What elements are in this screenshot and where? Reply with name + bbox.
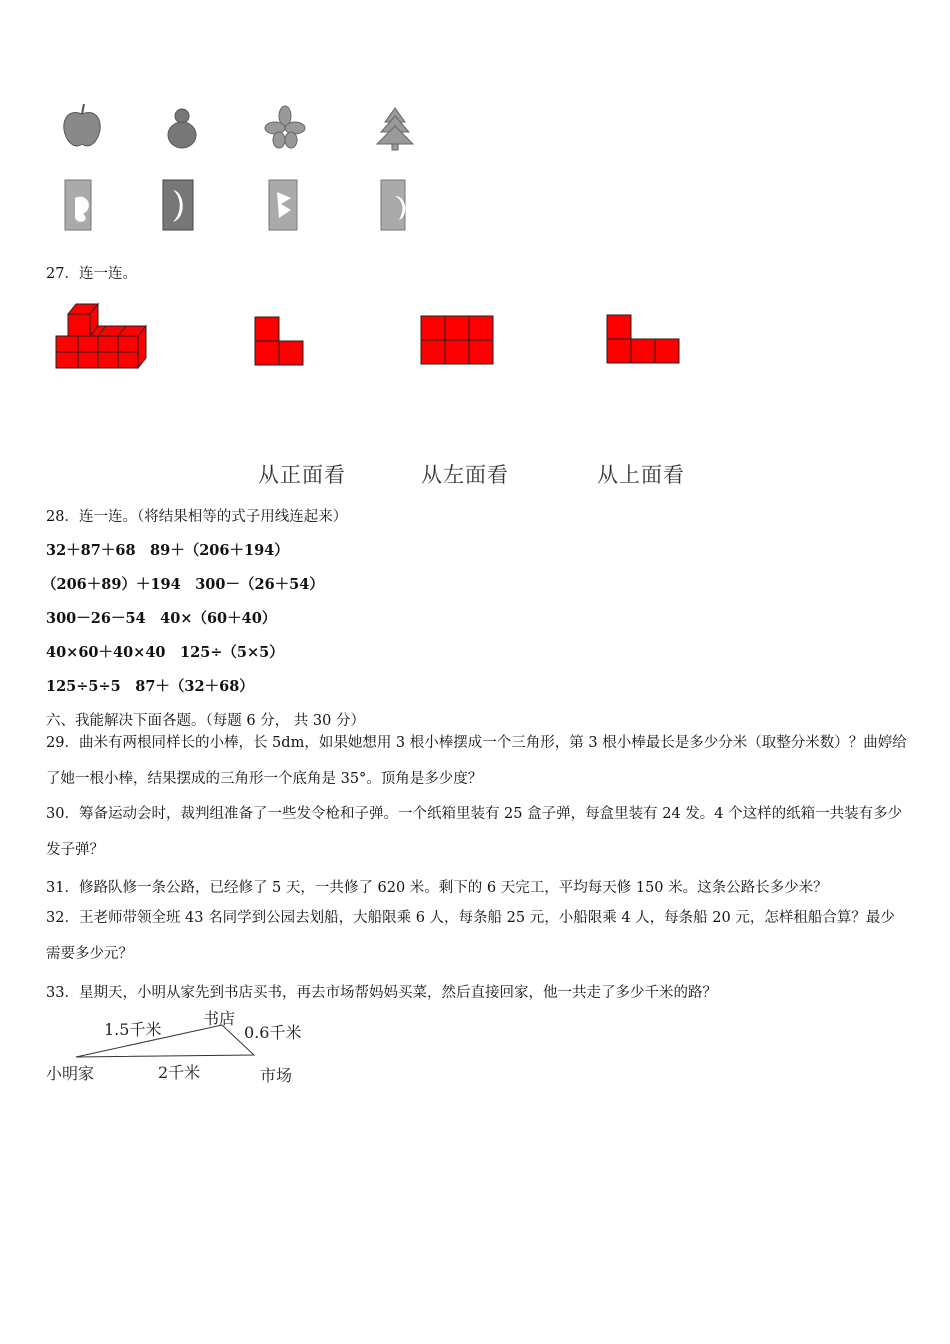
label-home-market: 2千米 (158, 1063, 201, 1082)
q28-row: 125÷5÷5 87＋（32＋68） (46, 678, 254, 695)
view-label-top: 从上面看 (597, 463, 685, 487)
label-home: 小明家 (46, 1064, 95, 1083)
q29-text: 29．曲米有两根同样长的小棒，长 5dm，如果她想用 3 根小棒摆成一个三角形，第 3 根小棒最长是多少分米（取整分米数）？曲婷给了她一根小棒，结果摆成的三角形一个底角是 35°。顶角是多少度？ (46, 735, 907, 787)
apple-icon (64, 104, 100, 146)
view-label-left: 从左面看 (421, 463, 509, 487)
gourd-icon (168, 109, 196, 148)
view-figure-2 (420, 315, 494, 371)
label-market: 市场 (260, 1066, 293, 1085)
q32-text: 32．王老师带领全班 43 名同学到公园去划船，大船限乘 6 人，每条船 25 元，小船限乘 4 人，每条船 20 元，怎样租船合算？最少需要多少元？ (46, 910, 895, 962)
q30-text: 30．筹备运动会时，裁判组准备了一些发令枪和子弹。一个纸箱里装有 25 盒子弹，每盒里装有 24 发。4 个这样的纸箱一共装有多少发子弹？ (46, 806, 903, 858)
paper-remnant-4 (381, 180, 405, 230)
section-title: 六、我能解决下面各题。（每题 6 分， 共 30 分） (46, 713, 365, 729)
view-figure-1 (254, 316, 306, 372)
paper-remnant-2 (163, 180, 193, 230)
view-label-front: 从正面看 (258, 463, 346, 487)
q27-prompt: 27．连一连。 (46, 266, 137, 282)
view-figure-3 (606, 314, 680, 370)
tree-icon (377, 108, 413, 150)
flower-icon (265, 106, 305, 148)
q28-prompt: 28．连一连。（将结果相等的式子用线连起来） (46, 509, 348, 525)
label-bookstore: 书店 (203, 1009, 236, 1028)
q28-row: 40×60＋40×40 125÷（5×5） (46, 644, 284, 661)
q28-row: 32＋87＋68 89＋（206＋194） (46, 542, 289, 559)
cutout-figures (55, 100, 425, 240)
q31-text: 31．修路队修一条公路，已经修了 5 天，一共修了 620 米。剩下的 6 天完工，平均每天修 150 米。这条公路长多少米？ (46, 880, 828, 896)
q33-text: 33．星期天，小明从家先到书店买书，再去市场帮妈妈买菜，然后直接回家，他一共走了多少千米的路？ (46, 985, 717, 1001)
q28-row: （206＋89）＋194 300－（26＋54） (42, 576, 324, 593)
paper-remnant-3 (269, 180, 297, 230)
label-bookstore-market: 0.6千米 (244, 1023, 302, 1042)
paper-remnant-1 (65, 180, 91, 230)
route-diagram (40, 1005, 340, 1095)
q28-row: 300－26－54 40×（60＋40） (46, 610, 277, 627)
label-home-bookstore: 1.5千米 (104, 1020, 162, 1039)
cube-stack-figure (54, 300, 154, 380)
